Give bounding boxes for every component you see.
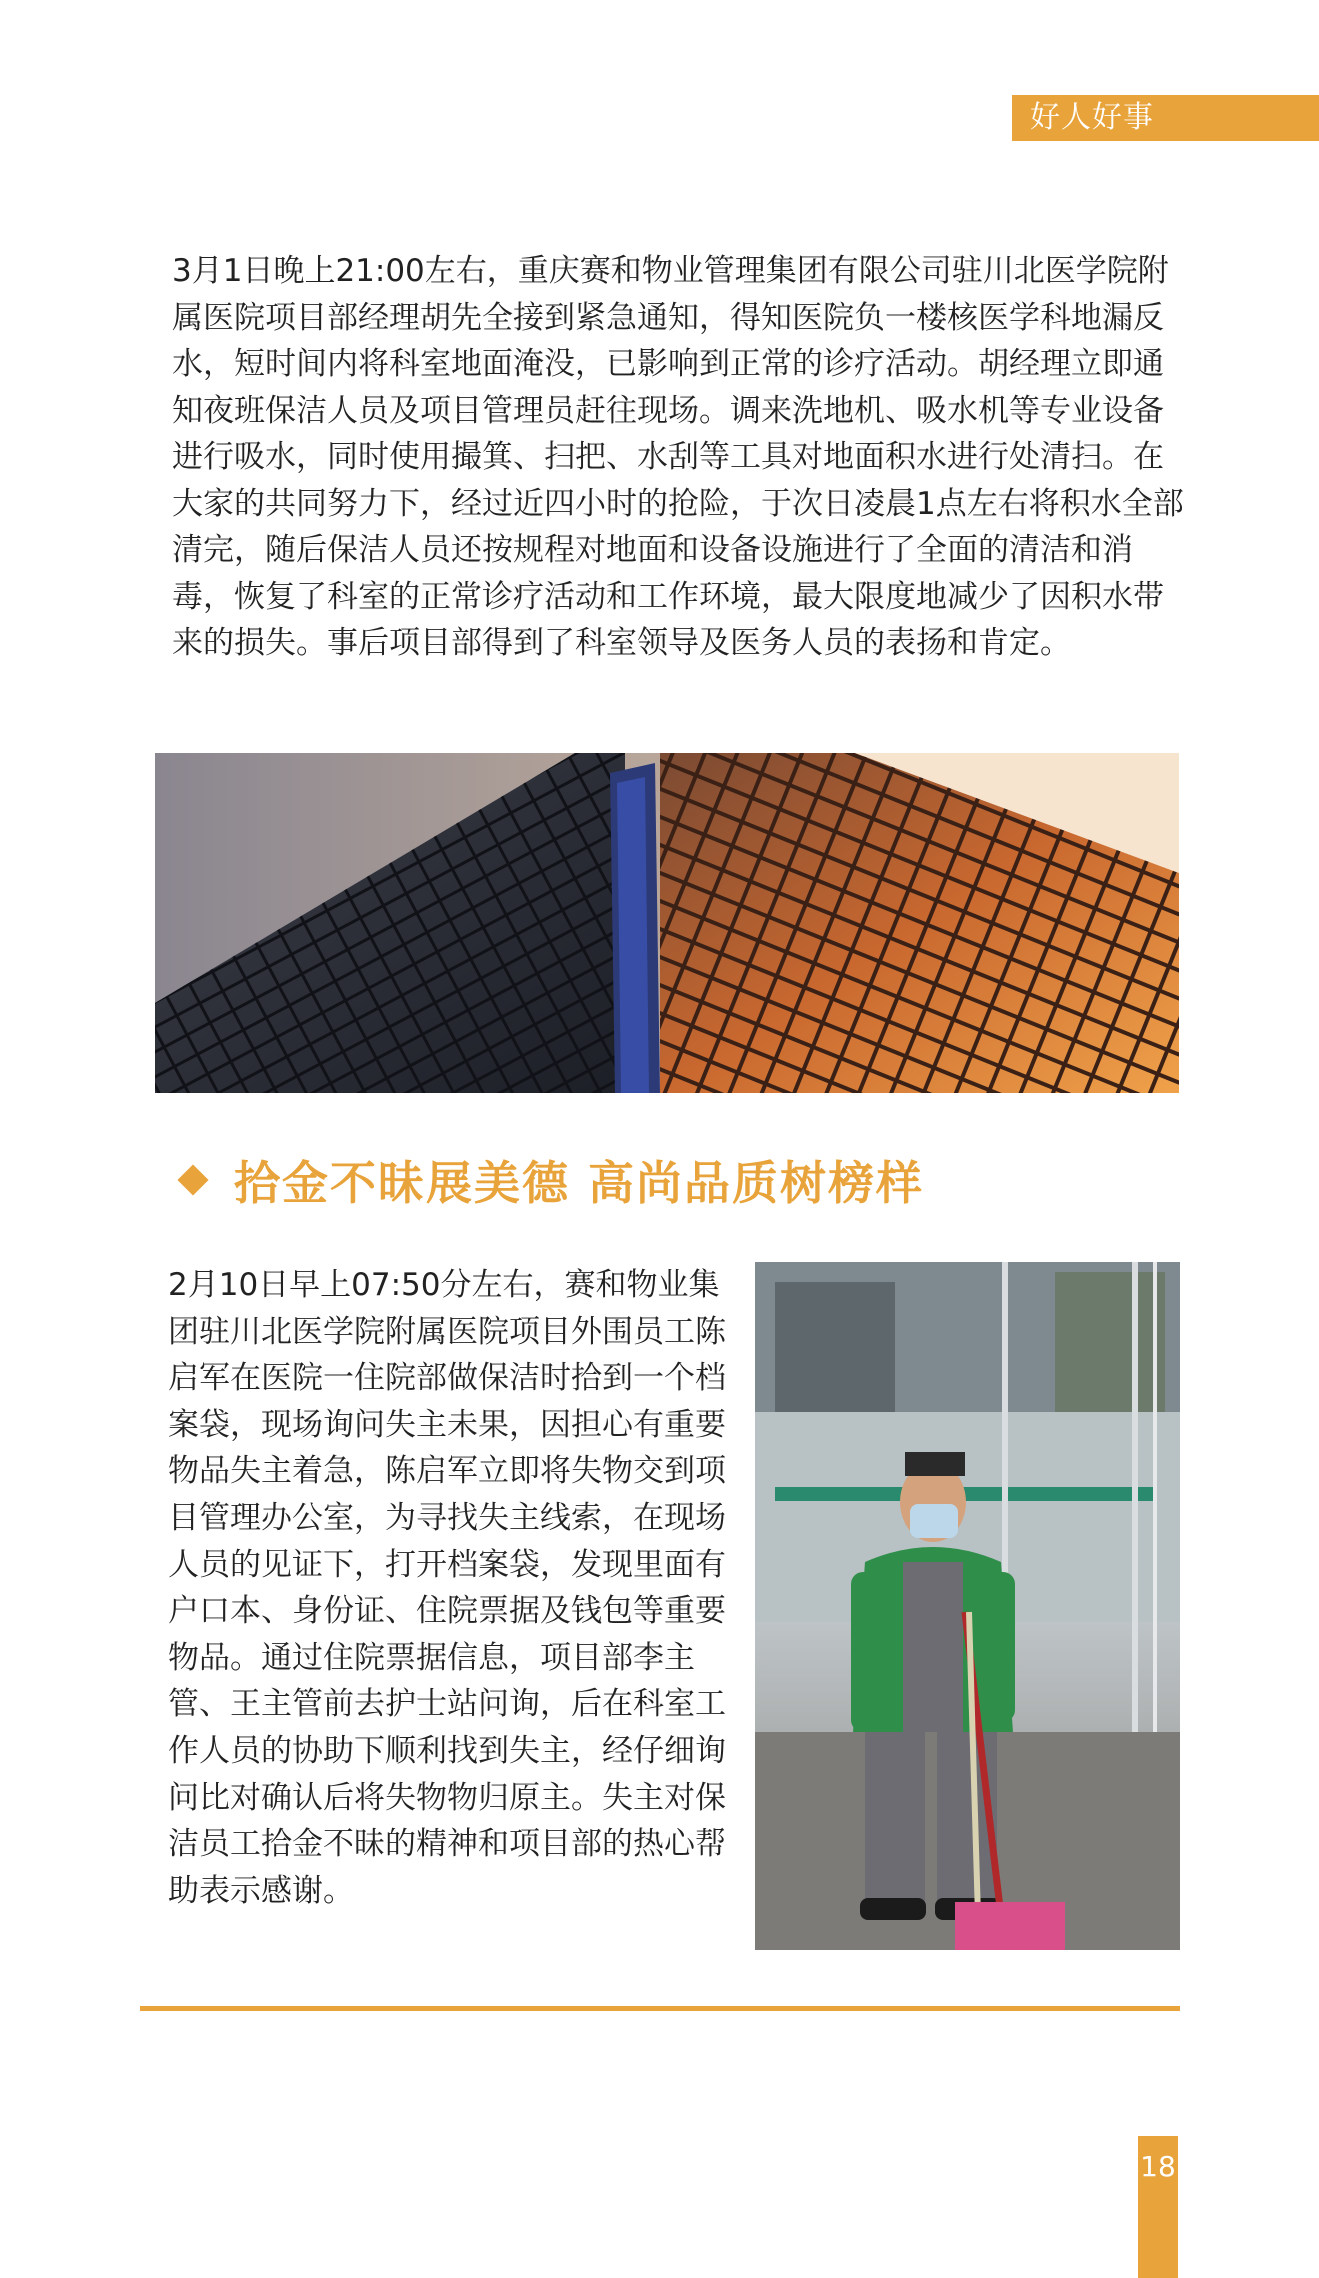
section-heading-text: 拾金不昧展美德 高尚品质树榜样 [234,1156,925,1210]
worker-photo [755,1262,1180,1950]
skyscraper-photo [155,753,1179,1093]
section-divider [140,2006,1180,2011]
section-label-tag: 好人好事 [1012,95,1319,141]
section-heading [178,1145,924,1215]
article-body-lost-found: 2月10日早上07:50分左右，赛和物业集团驻川北医学院附属医院项目外围员工陈启军在医院一住院部做保洁时拾到一个档案袋，现场询问失主未果，因担心有重要物品失主着急，陈启军立即将失物交到项目管理办公室，为寻找失主线索，在现场人员的见证下，打开档案袋，发现里面有户口本、身份证、住院票据及钱包等重要物品。通过住院票据信息，项目部李主管、王主管前去护士站问询，后在科室工作人员的协助下顺利找到失主，经仔细询问比对确认后将失物物归原主。失主对保洁员工拾金不昧的精神和项目部的热心帮助表示感谢。 [168,1267,726,1909]
page-number: 18 [1138,2136,1178,2278]
diamond-bullet-icon [177,1164,208,1195]
article-body-flood: 3月1日晚上21:00左右，重庆赛和物业管理集团有限公司驻川北医学院附属医院项目部经理胡先全接到紧急通知，得知医院负一楼核医学科地漏反水，短时间内将科室地面淹没，已影响到正常的诊疗活动。胡经理立即通知夜班保洁人员及项目管理员赶往现场。调来洗地机、吸水机等专业设备进行吸水，同时使用撮箕、扫把、水刮等工具对地面积水进行处清扫。在大家的共同努力下，经过近四小时的抢险，于次日凌晨1点左右将积水全部清完，随后保洁人员还按规程对地面和设备设施进行了全面的清洁和消毒，恢复了科室的正常诊疗活动和工作环境，最大限度地减少了因积水带来的损失。事后项目部得到了科室领导及医务人员的表扬和肯定。 [172,253,1184,661]
